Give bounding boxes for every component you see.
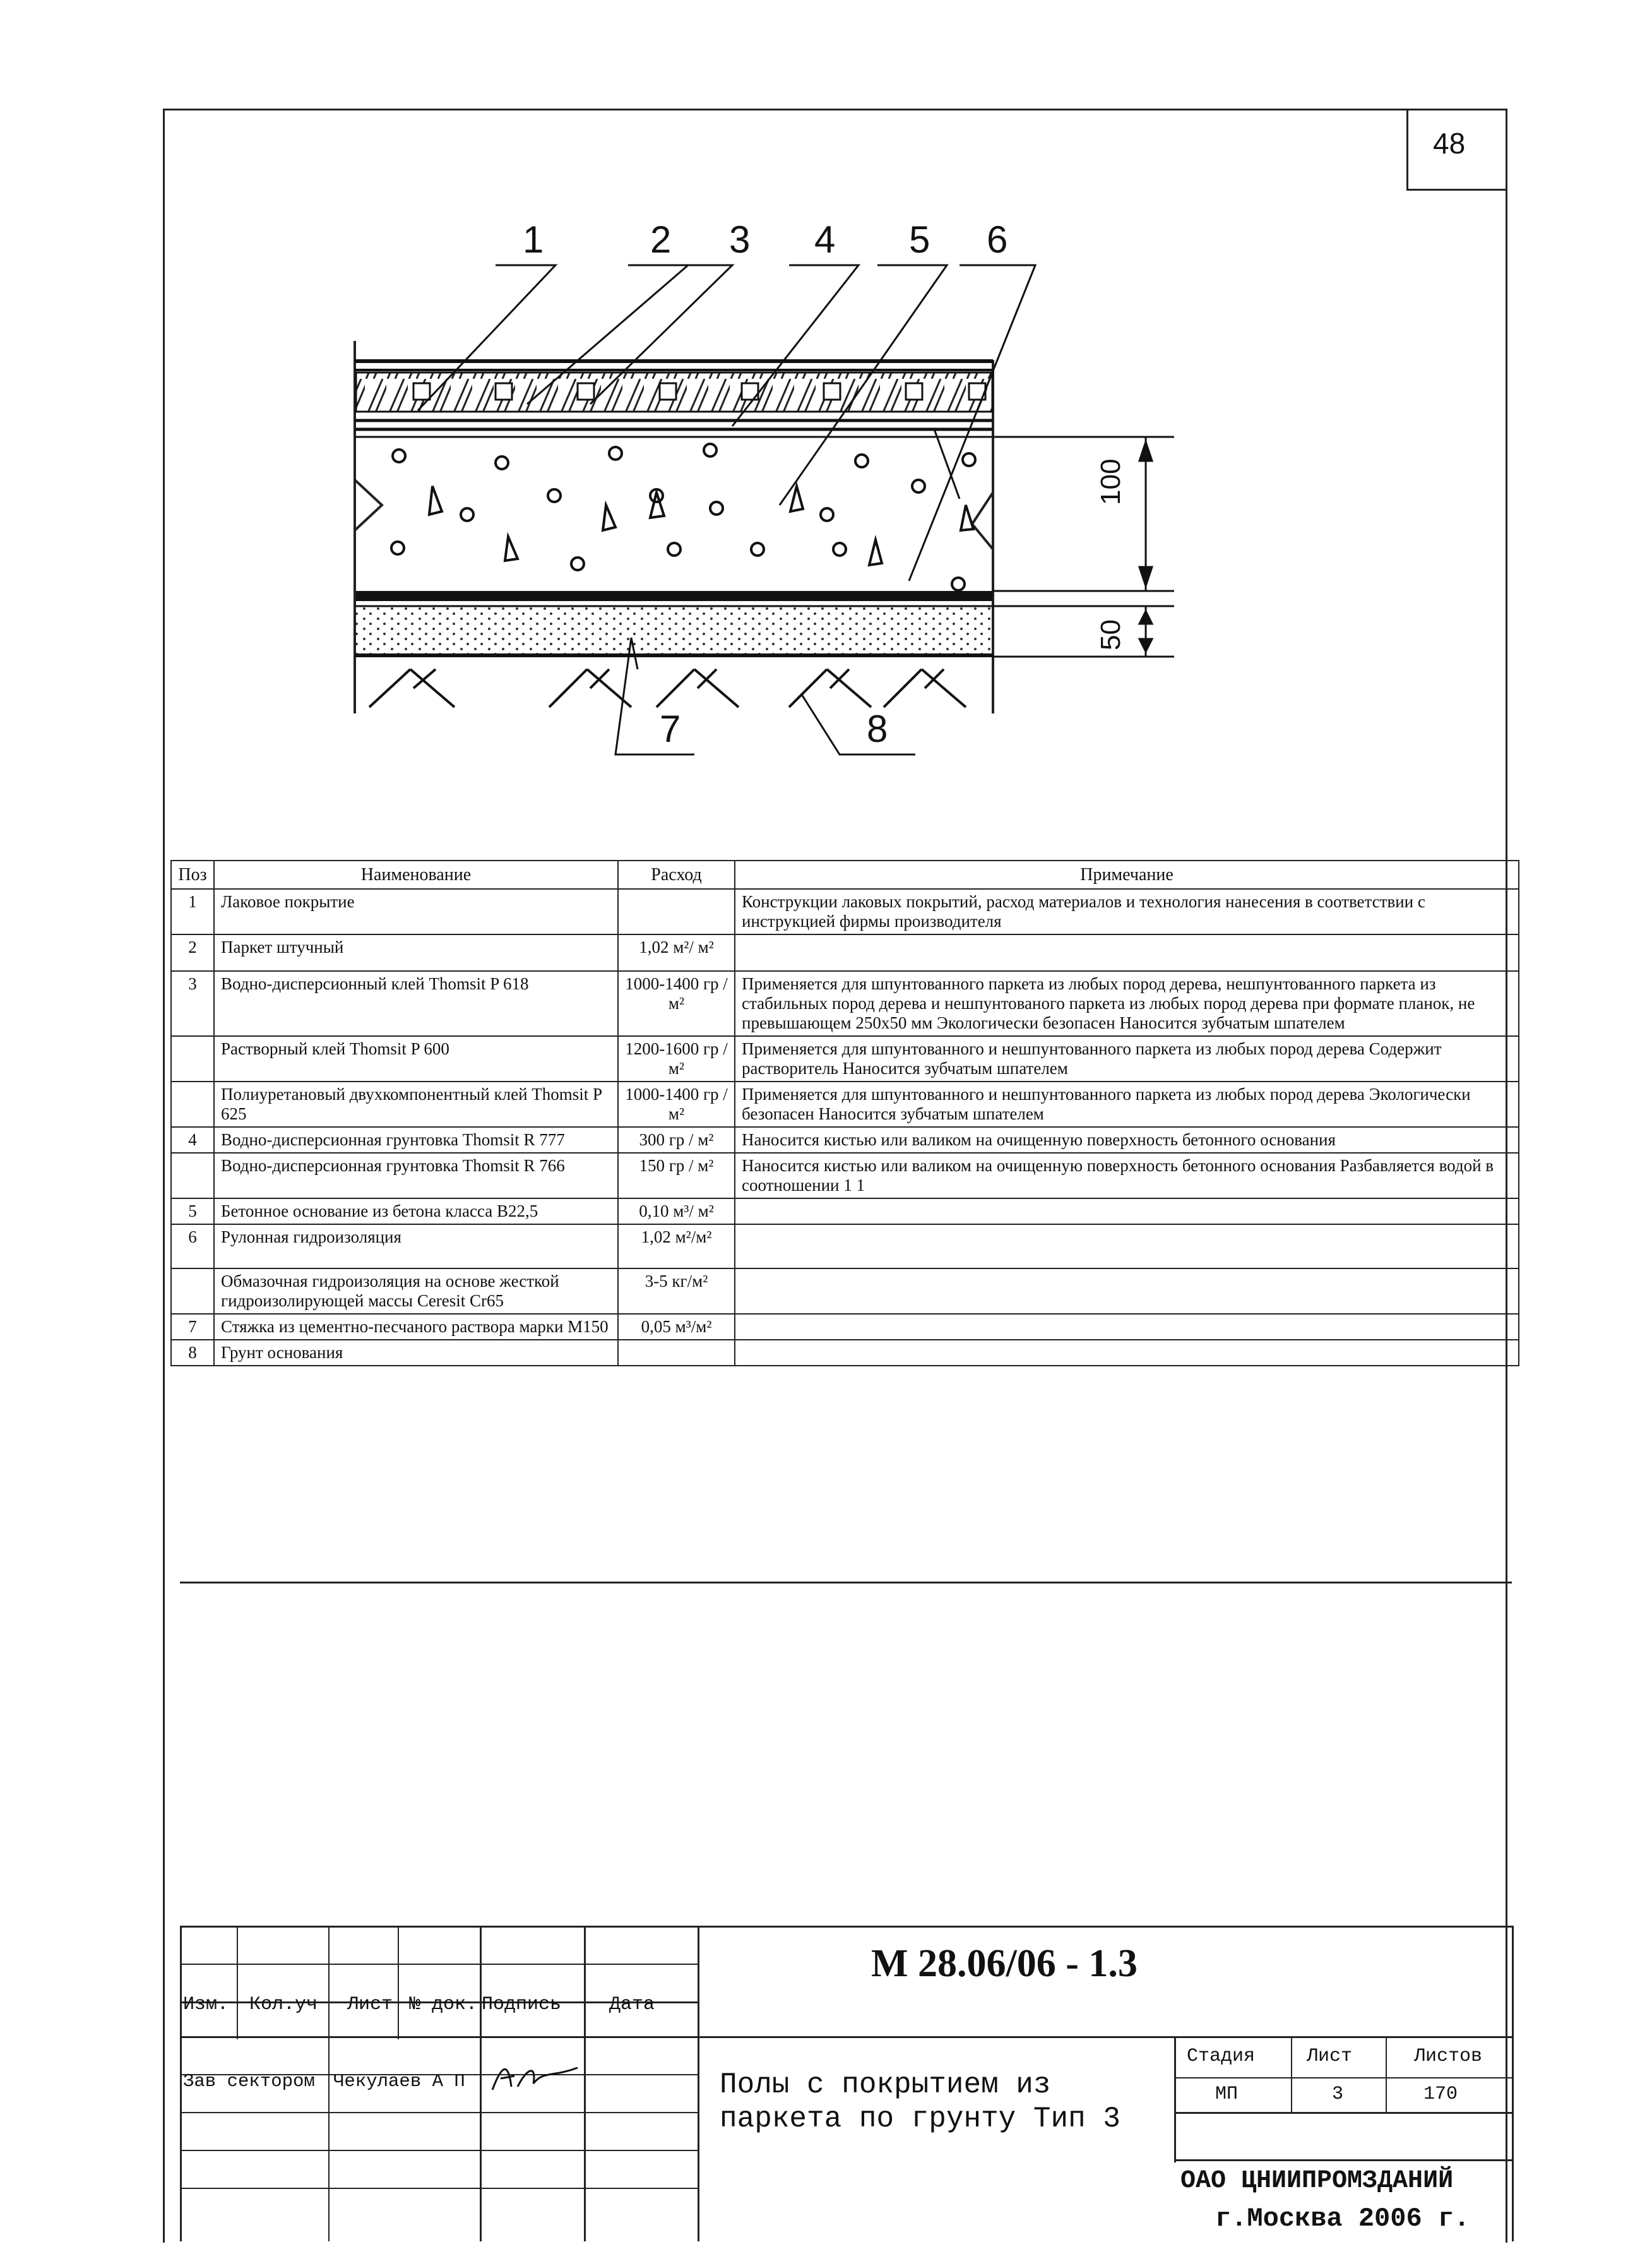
cell-name: Водно-дисперсионная грунтовка Thomsit R 777 xyxy=(214,1127,618,1153)
cell-note xyxy=(735,1268,1519,1314)
specification-table xyxy=(170,860,1519,1366)
callout-7: 7 xyxy=(660,708,681,750)
cell-name: Лаковое покрытие xyxy=(214,889,618,934)
cell-note: Наносится кистью или валиком на очищенную поверхность бетонного основания xyxy=(735,1127,1519,1153)
sheet-value: 3 xyxy=(1332,2084,1344,2105)
frame-left-lower xyxy=(180,1926,182,2241)
cell-qty: 0,05 м³/м² xyxy=(618,1314,735,1340)
cell-name: Водно-дисперсионная грунтовка Thomsit R 766 xyxy=(214,1153,618,1198)
col-ndok: № док. xyxy=(409,1994,478,2015)
cell-note: Конструкции лаковых покрытий, расход материалов и технология нанесения в соответствии с инструкцией фирмы производителя xyxy=(735,889,1519,934)
sheets-value: 170 xyxy=(1423,2084,1458,2105)
stage-label: Стадия xyxy=(1187,2046,1256,2067)
cell-name: Грунт основания xyxy=(214,1340,618,1366)
callout-6: 6 xyxy=(987,218,1008,261)
cell-name: Водно-дисперсионный клей Thomsit P 618 xyxy=(214,971,618,1036)
cell-pos: 3 xyxy=(171,971,214,1036)
cell-pos: 8 xyxy=(171,1340,214,1366)
table-row xyxy=(171,1198,1519,1224)
cell-qty: 1200-1600 гр / м² xyxy=(618,1036,735,1082)
table-row xyxy=(171,971,1519,1036)
cell-pos: 7 xyxy=(171,1314,214,1340)
cell-pos xyxy=(171,1036,214,1082)
person-name: Чекулаев А П xyxy=(333,2071,465,2092)
table-row xyxy=(171,1268,1519,1314)
role-label: Зав сектором xyxy=(183,2071,315,2092)
col-kol: Кол.уч xyxy=(249,1994,318,2015)
document-code: М 28.06/06 - 1.3 xyxy=(871,1942,1138,1985)
cell-qty: 1,02 м²/ м² xyxy=(618,934,735,971)
cell-note: Применяется для шпунтованного паркета из любых пород дерева, нешпунтованного паркета из стабильных пород дерева и нешпунтованого паркета из любых пород дерева при формате планок, не превышающем 250х50 мм Экологически безопасен Наносится зубчатым шпателем xyxy=(735,971,1519,1036)
cell-pos: 1 xyxy=(171,889,214,934)
callout-8: 8 xyxy=(867,708,888,750)
header-pos: Поз xyxy=(171,861,214,889)
col-data: Дата xyxy=(609,1994,655,2015)
cell-qty xyxy=(618,889,735,934)
table-row xyxy=(171,1153,1519,1198)
cell-pos: 2 xyxy=(171,934,214,971)
stage-value: МП xyxy=(1215,2084,1239,2105)
cell-pos xyxy=(171,1153,214,1198)
cell-pos xyxy=(171,1268,214,1314)
table-row xyxy=(171,1127,1519,1153)
cell-note: Наносится кистью или валиком на очищенную поверхность бетонного основания Разбавляется водой в соотношении 1 1 xyxy=(735,1153,1519,1198)
cell-name: Полиуретановый двухкомпонентный клей Thomsit P 625 xyxy=(214,1082,618,1127)
cell-pos xyxy=(171,1082,214,1127)
drawing-title: Полы с покрытием из паркета по грунту Тип 3 xyxy=(720,2068,1120,2135)
dimension-50: 50 xyxy=(1095,619,1126,650)
cell-pos: 5 xyxy=(171,1198,214,1224)
cell-name: Бетонное основание из бетона класса В22,5 xyxy=(214,1198,618,1224)
organization: ОАО ЦНИИПРОМЗДАНИЙ xyxy=(1180,2167,1454,2195)
callout-4: 4 xyxy=(814,218,836,261)
table-row xyxy=(171,1340,1519,1366)
header-name: Наименование xyxy=(214,861,618,889)
cell-qty: 300 гр / м² xyxy=(618,1127,735,1153)
floor-section-diagram xyxy=(0,0,1652,840)
cell-qty xyxy=(618,1340,735,1366)
table-row xyxy=(171,1036,1519,1082)
col-list: Лист xyxy=(347,1994,393,2015)
cell-pos: 6 xyxy=(171,1224,214,1268)
callout-1: 1 xyxy=(523,218,544,261)
sheet-label: Лист xyxy=(1307,2046,1353,2067)
cell-name: Растворный клей Thomsit P 600 xyxy=(214,1036,618,1082)
table-row xyxy=(171,934,1519,971)
cell-note xyxy=(735,1314,1519,1340)
cell-name: Обмазочная гидроизоляция на основе жесткой гидроизолирующей массы Ceresit Cr65 xyxy=(214,1268,618,1314)
cell-qty: 3-5 кг/м² xyxy=(618,1268,735,1314)
cell-qty: 1000-1400 гр / м² xyxy=(618,971,735,1036)
signature xyxy=(489,2058,581,2096)
dimension-100: 100 xyxy=(1095,458,1126,505)
table-row xyxy=(171,1224,1519,1268)
table-row xyxy=(171,1314,1519,1340)
cell-name: Рулонная гидроизоляция xyxy=(214,1224,618,1268)
header-note: Примечание xyxy=(735,861,1519,889)
table-row xyxy=(171,889,1519,934)
col-podp: Подпись xyxy=(482,1994,562,2015)
cell-qty: 1000-1400 гр / м² xyxy=(618,1082,735,1127)
sheet-number: 48 xyxy=(1433,127,1466,160)
callout-2: 2 xyxy=(650,218,672,261)
cell-note: Применяется для шпунтованного и нешпунтованного паркета из любых пород дерева Содержит растворитель Наносится зубчатым шпателем xyxy=(735,1036,1519,1082)
cell-note xyxy=(735,1198,1519,1224)
city-year: г.Москва 2006 г. xyxy=(1215,2203,1470,2234)
table-bottom-rule xyxy=(180,1582,1512,1583)
sheets-label: Листов xyxy=(1414,2046,1483,2067)
cell-qty: 1,02 м²/м² xyxy=(618,1224,735,1268)
col-izm: Изм. xyxy=(183,1994,229,2015)
cell-note: Применяется для шпунтованного и нешпунтованного паркета из любых пород дерева Экологически безопасен Наносится зубчатым шпателем xyxy=(735,1082,1519,1127)
cell-pos: 4 xyxy=(171,1127,214,1153)
table-header-row xyxy=(171,861,1519,889)
cell-qty: 0,10 м³/ м² xyxy=(618,1198,735,1224)
callout-3: 3 xyxy=(729,218,751,261)
table-row xyxy=(171,1082,1519,1127)
cell-note xyxy=(735,1224,1519,1268)
callout-5: 5 xyxy=(909,218,930,261)
cell-note xyxy=(735,1340,1519,1366)
header-qty: Расход xyxy=(618,861,735,889)
cell-note xyxy=(735,934,1519,971)
cell-qty: 150 гр / м² xyxy=(618,1153,735,1198)
cell-name: Стяжка из цементно-песчаного раствора марки М150 xyxy=(214,1314,618,1340)
cell-name: Паркет штучный xyxy=(214,934,618,971)
